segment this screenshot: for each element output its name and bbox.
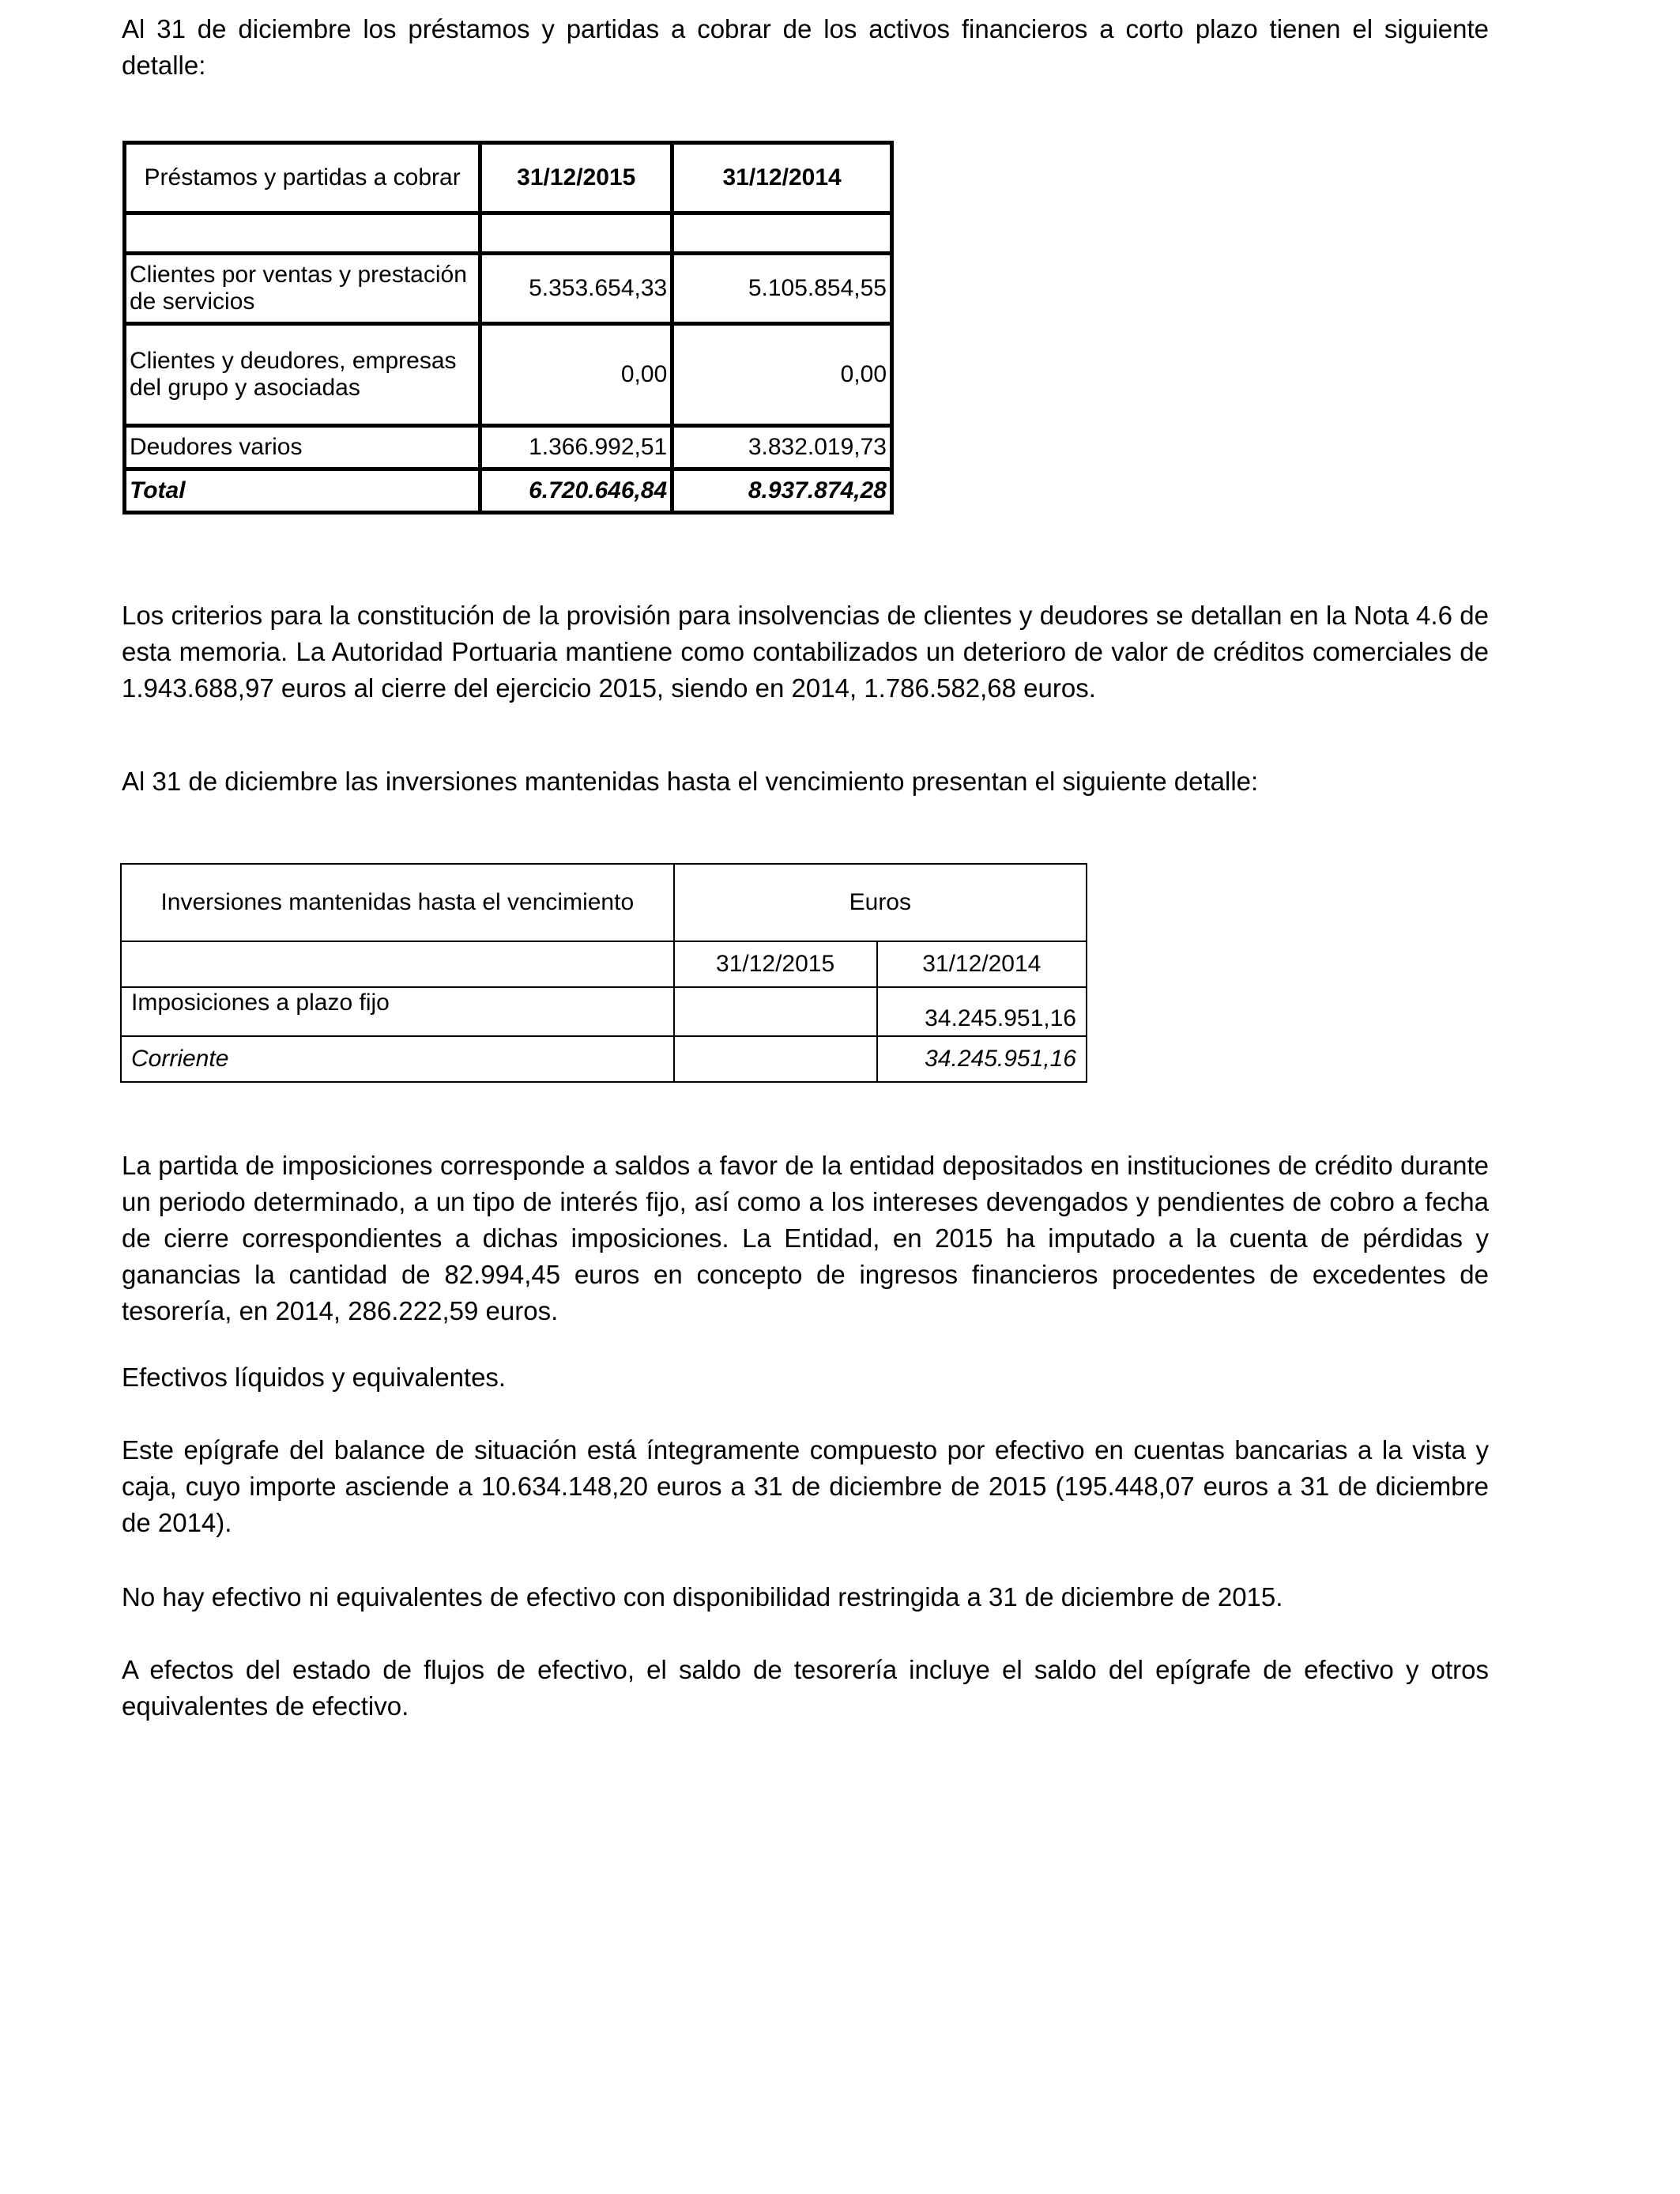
row-value-2015: [674, 1036, 877, 1082]
row-label: Corriente: [121, 1036, 674, 1082]
header-year-2015: 31/12/2015: [480, 143, 672, 213]
table-row: [121, 1036, 1087, 1082]
row-value-2015: 1.366.992,51: [480, 426, 672, 469]
efectivos-heading: Efectivos líquidos y equivalentes.: [122, 1363, 507, 1392]
flujos-paragraph: A efectos del estado de flujos de efectivo, el saldo de tesorería incluye el saldo del epígrafe de efectivo y otros equivalentes de efectivo.: [122, 1655, 1489, 1721]
row-label: Clientes por ventas y prestación de servicios: [125, 254, 480, 324]
header-year-2015: 31/12/2015: [674, 941, 877, 987]
restringida-paragraph: No hay efectivo ni equivalentes de efectivo con disponibilidad restringida a 31 de diciembre de 2015.: [122, 1582, 1283, 1612]
investments-table: [120, 863, 1087, 1083]
row-label: Deudores varios: [125, 426, 480, 469]
row-label: Imposiciones a plazo fijo: [121, 987, 674, 1036]
total-label: Total: [125, 469, 480, 513]
intro-paragraph-2: Al 31 de diciembre las inversiones mantenidas hasta el vencimiento presentan el siguiente detalle:: [122, 767, 1259, 796]
row-value-2014: 3.832.019,73: [672, 426, 892, 469]
header-label: Inversiones mantenidas hasta el vencimiento: [121, 864, 674, 941]
row-label: Clientes y deudores, empresas del grupo y asociadas: [125, 324, 480, 426]
header-label: Préstamos y partidas a cobrar: [125, 143, 480, 213]
row-value-2014: 0,00: [672, 324, 892, 426]
table-row: [121, 987, 1087, 1036]
row-value-2015: [674, 987, 877, 1036]
criterios-paragraph: Los criterios para la constitución de la provisión para insolvencias de clientes y deudores se detallan en la Nota 4.6 de esta memoria. La Autoridad Portuaria mantiene como contabilizados un deterioro de valor de créditos comerciales de 1.943.688,97 euros al cierre del ejercicio 2015, siendo en 2014, 1.786.582,68 euros.: [122, 601, 1489, 703]
table-row: [125, 254, 892, 324]
row-value-2014: 5.105.854,55: [672, 254, 892, 324]
intro-paragraph-1: Al 31 de diciembre los préstamos y partidas a cobrar de los activos financieros a corto plazo tienen el siguiente detalle:: [122, 14, 1489, 80]
table-row: [125, 426, 892, 469]
header-year-2014: 31/12/2014: [672, 143, 892, 213]
row-value-2015: 5.353.654,33: [480, 254, 672, 324]
row-value-2015: 0,00: [480, 324, 672, 426]
total-value-2014: 8.937.874,28: [672, 469, 892, 513]
loans-receivables-table: [122, 141, 894, 515]
imposiciones-paragraph: La partida de imposiciones corresponde a saldos a favor de la entidad depositados en instituciones de crédito durante un periodo determinado, a un tipo de interés fijo, así como a los intereses devengados y pendientes de cobro a fecha de cierre correspondientes a dichas imposiciones. La Entidad, en 2015 ha imputado a la cuenta de pérdidas y ganancias la cantidad de 82.994,45 euros en concepto de ingresos financieros procedentes de excedentes de tesorería, en 2014, 286.222,59 euros.: [122, 1151, 1489, 1325]
header-euros: Euros: [674, 864, 1087, 941]
table-empty-row: [125, 213, 892, 254]
total-value-2015: 6.720.646,84: [480, 469, 672, 513]
epigrafe-paragraph: Este epígrafe del balance de situación está íntegramente compuesto por efectivo en cuentas bancarias a la vista y caja, cuyo importe asciende a 10.634.148,20 euros a 31 de diciembre de 2015 (195.448,07 euros a 31 de diciembre de 2014).: [122, 1435, 1489, 1537]
table-row: [125, 324, 892, 426]
table-header-row: [121, 864, 1087, 941]
row-value-2014: 34.245.951,16: [877, 1036, 1087, 1082]
table-year-row: [121, 941, 1087, 987]
row-value-2014: 34.245.951,16: [877, 987, 1087, 1036]
table-total-row: [125, 469, 892, 513]
table-header-row: [125, 143, 892, 213]
header-year-2014: 31/12/2014: [877, 941, 1087, 987]
